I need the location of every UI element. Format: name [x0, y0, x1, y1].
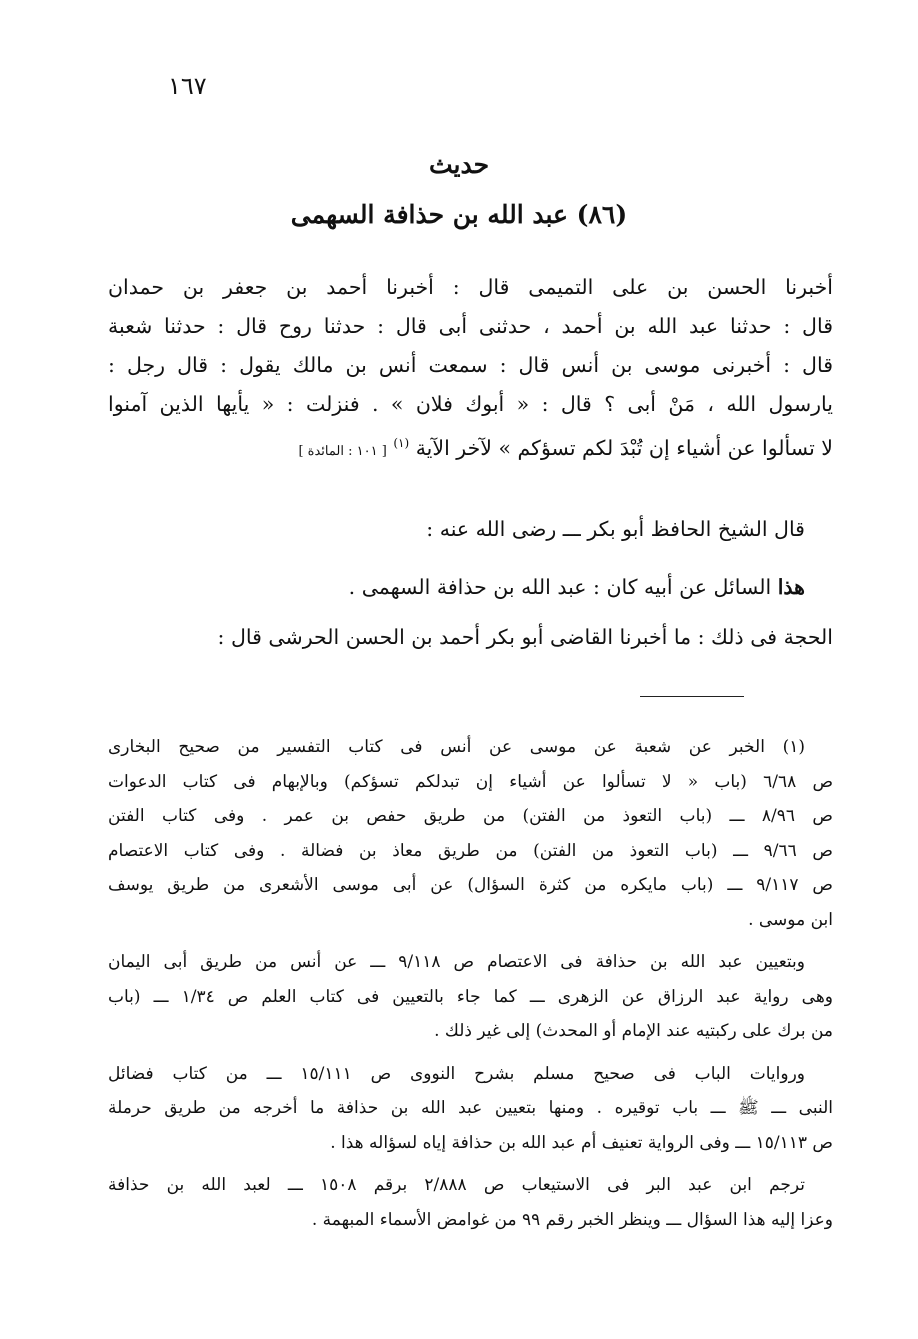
footnote-line: ص ٩/٦٦ ـــ (باب التعوذ من الفتن) من طريق معاذ بن فضالة . وفى كتاب الاعتصام [108, 840, 833, 861]
main-text [108, 510, 833, 549]
main-text [108, 618, 833, 657]
body-text: لا تسألوا عن أشياء إن تُبْدَ لكم تسؤكم » لآخر الآية [415, 435, 833, 460]
body-line: قال الشيخ الحافظ أبو بكر ـــ رضى الله عنه : [426, 517, 805, 541]
body-line: أخبرنا الحسن بن على التميمى قال : أخبرنا أحمد بن جعفر بن حمدان [108, 275, 833, 299]
footnote-line: (١) الخبر عن شعبة عن موسى عن أنس فى كتاب التفسير من صحيح البخارى [108, 737, 805, 757]
footnote-line: ص ٦/٦٨ (باب « لا تسألوا عن أشياء إن تبدلكم تسؤكم) وبالإبهام فى كتاب الدعوات [108, 771, 833, 792]
footnote-line: وروايات الباب فى صحيح مسلم بشرح النووى ص ١٥/١١١ ـــ من كتاب فضائل [108, 1063, 805, 1084]
body-line [108, 424, 833, 463]
footnote-line: النبى ـــ ﷺ ـــ باب توقيره . ومنها بتعيين عبد الله بن حذافة ما أخرجه من طريق حرملة [108, 1098, 833, 1118]
section-heading: حديث [428, 150, 490, 179]
chapter-title: (٨٦) عبد الله بن حذافة السهمى [290, 200, 628, 229]
footnote-line: ص ١٥/١١٣ ـــ وفى الرواية تعنيف أم عبد الله بن حذافة إياه لسؤاله هذا . [330, 1132, 833, 1153]
footnote-line: ترجم ابن عبد البر فى الاستيعاب ص ٢/٨٨٨ برقم ١٥٠٨ ـــ لعبد الله بن حذافة [108, 1175, 806, 1195]
main-text [108, 268, 833, 463]
footnote-line: وهى رواية عبد الرزاق عن الزهرى ـــ كما جاء بالتعيين فى كتاب العلم ص ١/٣٤ ـــ (باب [108, 986, 833, 1007]
quran-reference: [ ١٠١ : المائدة ] [298, 443, 387, 459]
body-line: قال : حدثنا عبد الله بن أحمد ، حدثنى أبى قال : حدثنا روح قال : حدثنا شعبة [108, 314, 833, 338]
footnotes [108, 730, 833, 1237]
footnote-line: من برك على ركبتيه عند الإمام أو المحدث) إلى غير ذلك . [434, 1021, 833, 1041]
footnote-line: ص ٩/١١٧ ـــ (باب مايكره من كثرة السؤال) عن أبى موسى الأشعرى من طريق يوسف [108, 875, 833, 895]
main-text [108, 568, 833, 607]
footnote-marker: (١) [393, 436, 410, 450]
footnote-line: وعزا إليه هذا السؤال ـــ وينظر الخبر رقم ٩٩ من غوامض الأسماء المبهمة . [311, 1209, 833, 1230]
footnote-separator [640, 696, 744, 697]
body-text: السائل عن أبيه كان : عبد الله بن حذافة السهمى . [348, 575, 772, 599]
page-number: ١٦٧ [168, 72, 207, 100]
footnote-line: وبتعيين عبد الله بن حذافة فى الاعتصام ص ٩/١١٨ ـــ عن أنس من طريق أبى اليمان [108, 952, 805, 972]
footnote-line: ابن موسى . [748, 909, 833, 930]
footnote-line: ص ٨/٩٦ ـــ (باب التعوذ من الفتن) من طريق حفص بن عمر . وفى كتاب الفتن [108, 806, 833, 826]
body-line: الحجة فى ذلك : ما أخبرنا القاضى أبو بكر أحمد بن الحسن الحرشى قال : [217, 625, 833, 649]
bold-word: هذا [777, 575, 805, 599]
body-line [108, 568, 833, 607]
body-line: يارسول الله ، مَنْ أبى ؟ قال : « أبوك فلان » . فنزلت : « يأيها الذين آمنوا [108, 392, 833, 416]
body-line: قال : أخبرنى موسى بن أنس قال : سمعت أنس بن مالك يقول : قال رجل : [108, 353, 833, 377]
